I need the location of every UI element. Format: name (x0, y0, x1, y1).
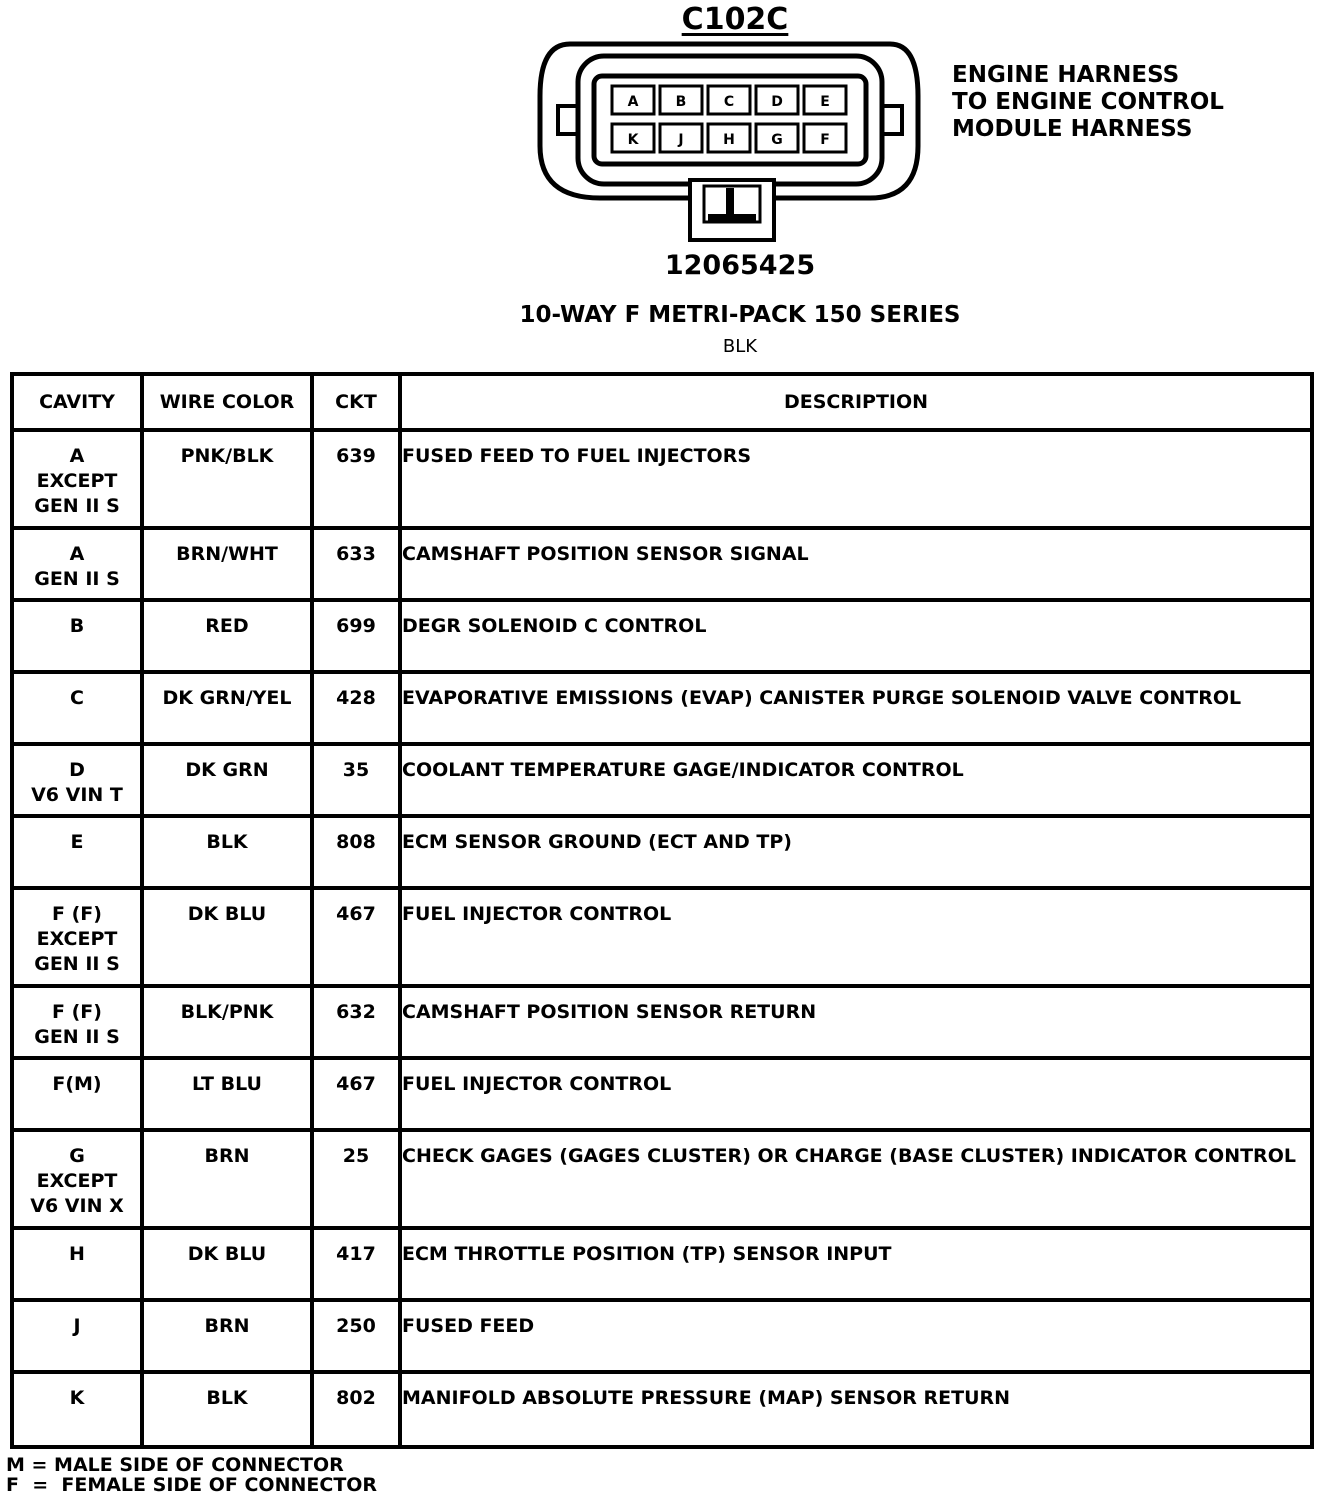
cavity-label: E (820, 94, 830, 110)
cell-wire-color: PNK/BLK (142, 430, 312, 528)
cavity-label: A (627, 94, 639, 110)
cavity-line: F (F) (52, 1001, 102, 1023)
cell-wire-color: BLK (142, 816, 312, 888)
cell-description: COOLANT TEMPERATURE GAGE/INDICATOR CONTROL (400, 744, 1312, 816)
cell-ckt: 632 (312, 986, 400, 1058)
cell-wire-color: BLK/PNK (142, 986, 312, 1058)
cavity-label: C (723, 94, 735, 110)
cell-ckt: 250 (312, 1300, 400, 1372)
legend-female: F = FEMALE SIDE OF CONNECTOR (6, 1474, 378, 1496)
legend-male: M = MALE SIDE OF CONNECTOR (6, 1454, 344, 1476)
cell-description: FUEL INJECTOR CONTROL (400, 1058, 1312, 1130)
cell-cavity (12, 888, 142, 986)
cavity-line: G (69, 1145, 85, 1167)
cell-cavity (12, 1372, 142, 1447)
cell-wire-color: BRN/WHT (142, 528, 312, 600)
cell-wire-color: BRN (142, 1130, 312, 1228)
header-description: DESCRIPTION (400, 374, 1312, 430)
cavity-label: F (820, 132, 830, 148)
cavity-line: V6 VIN X (30, 1195, 124, 1217)
cell-ckt: 25 (312, 1130, 400, 1228)
cell-ckt: 428 (312, 672, 400, 744)
cell-wire-color: BLK (142, 1372, 312, 1447)
connector-color: BLK (722, 336, 758, 357)
table-row (12, 986, 1312, 1058)
cell-cavity (12, 1300, 142, 1372)
cavity-line: F(M) (52, 1073, 102, 1095)
cell-ckt: 639 (312, 430, 400, 528)
cell-wire-color: DK GRN/YEL (142, 672, 312, 744)
cell-cavity (12, 1228, 142, 1300)
cell-cavity (12, 1130, 142, 1228)
cell-ckt: 699 (312, 600, 400, 672)
header-ckt: CKT (312, 374, 400, 430)
cavity-label: G (771, 132, 783, 148)
cavity-line: J (73, 1315, 81, 1337)
table-row (12, 1058, 1312, 1130)
pinout-rows (12, 430, 1312, 1447)
cavity-row-bottom (612, 124, 846, 152)
cell-description: CAMSHAFT POSITION SENSOR SIGNAL (400, 528, 1312, 600)
cavity-line: H (69, 1243, 85, 1265)
table-header-row (12, 374, 1312, 430)
cell-cavity (12, 600, 142, 672)
cell-wire-color: DK GRN (142, 744, 312, 816)
cell-cavity (12, 672, 142, 744)
connector-face-diagram (530, 36, 930, 246)
cavity-line: D (69, 759, 85, 781)
cell-description: ECM THROTTLE POSITION (TP) SENSOR INPUT (400, 1228, 1312, 1300)
cell-ckt: 808 (312, 816, 400, 888)
table-row (12, 528, 1312, 600)
pinout-table (10, 372, 1314, 1449)
cavity-label: J (678, 132, 684, 148)
table-row (12, 600, 1312, 672)
connector-series: 10-WAY F METRI-PACK 150 SERIES (519, 302, 961, 328)
cell-wire-color: RED (142, 600, 312, 672)
table-row (12, 1372, 1312, 1447)
table-row (12, 816, 1312, 888)
header-cavity: CAVITY (12, 374, 142, 430)
cavity-line: K (69, 1387, 85, 1409)
cell-description: CAMSHAFT POSITION SENSOR RETURN (400, 986, 1312, 1058)
cell-description: MANIFOLD ABSOLUTE PRESSURE (MAP) SENSOR RETURN (400, 1372, 1312, 1447)
connector-id: C102C (681, 2, 789, 37)
harness-description (952, 62, 1224, 143)
cavity-line: A (69, 445, 85, 467)
harness-line: MODULE HARNESS (952, 116, 1193, 142)
cell-cavity (12, 528, 142, 600)
cell-ckt: 417 (312, 1228, 400, 1300)
legend (6, 1455, 377, 1495)
cell-ckt: 35 (312, 744, 400, 816)
cell-cavity (12, 744, 142, 816)
harness-line: ENGINE HARNESS (952, 62, 1180, 88)
table-row (12, 1300, 1312, 1372)
cell-description: DEGR SOLENOID C CONTROL (400, 600, 1312, 672)
table-row (12, 1130, 1312, 1228)
cavity-line: EXCEPT (36, 470, 118, 492)
cell-ckt: 467 (312, 888, 400, 986)
cell-wire-color: DK BLU (142, 1228, 312, 1300)
cell-cavity (12, 430, 142, 528)
cell-cavity (12, 986, 142, 1058)
cavity-line: B (69, 615, 85, 637)
cavity-line: GEN II S (34, 1026, 120, 1048)
cavity-label: H (723, 132, 735, 148)
cell-description: CHECK GAGES (GAGES CLUSTER) OR CHARGE (BASE CLUSTER) INDICATOR CONTROL (400, 1130, 1312, 1228)
table-row (12, 430, 1312, 528)
cavity-line: GEN II S (34, 953, 120, 975)
cavity-label: D (771, 94, 783, 110)
cell-ckt: 802 (312, 1372, 400, 1447)
connector-left-ear (558, 106, 578, 134)
cavity-line: A (69, 543, 85, 565)
cell-cavity (12, 816, 142, 888)
cell-ckt: 633 (312, 528, 400, 600)
cell-description: FUEL INJECTOR CONTROL (400, 888, 1312, 986)
cavity-line: V6 VIN T (31, 784, 123, 806)
cavity-row-top (612, 86, 846, 114)
cavity-line: F (F) (52, 903, 102, 925)
cell-description: EVAPORATIVE EMISSIONS (EVAP) CANISTER PURGE SOLENOID VALVE CONTROL (400, 672, 1312, 744)
cavity-line: GEN II S (34, 495, 120, 517)
cell-ckt: 467 (312, 1058, 400, 1130)
cavity-line: EXCEPT (36, 1170, 118, 1192)
cell-wire-color: BRN (142, 1300, 312, 1372)
header-wire-color: WIRE COLOR (142, 374, 312, 430)
part-number: 12065425 (664, 250, 816, 281)
cavity-line: GEN II S (34, 568, 120, 590)
connector-right-ear (882, 106, 902, 134)
cavity-line: EXCEPT (36, 928, 118, 950)
cell-cavity (12, 1058, 142, 1130)
cavity-label: K (627, 132, 639, 148)
cavity-line: E (70, 831, 84, 853)
cavity-line: C (70, 687, 84, 709)
cavity-label: B (675, 94, 687, 110)
table-row (12, 672, 1312, 744)
table-row (12, 744, 1312, 816)
cell-wire-color: DK BLU (142, 888, 312, 986)
cell-wire-color: LT BLU (142, 1058, 312, 1130)
table-row (12, 888, 1312, 986)
cell-description: FUSED FEED TO FUEL INJECTORS (400, 430, 1312, 528)
table-row (12, 1228, 1312, 1300)
cell-description: FUSED FEED (400, 1300, 1312, 1372)
harness-line: TO ENGINE CONTROL (952, 89, 1224, 115)
cell-description: ECM SENSOR GROUND (ECT AND TP) (400, 816, 1312, 888)
